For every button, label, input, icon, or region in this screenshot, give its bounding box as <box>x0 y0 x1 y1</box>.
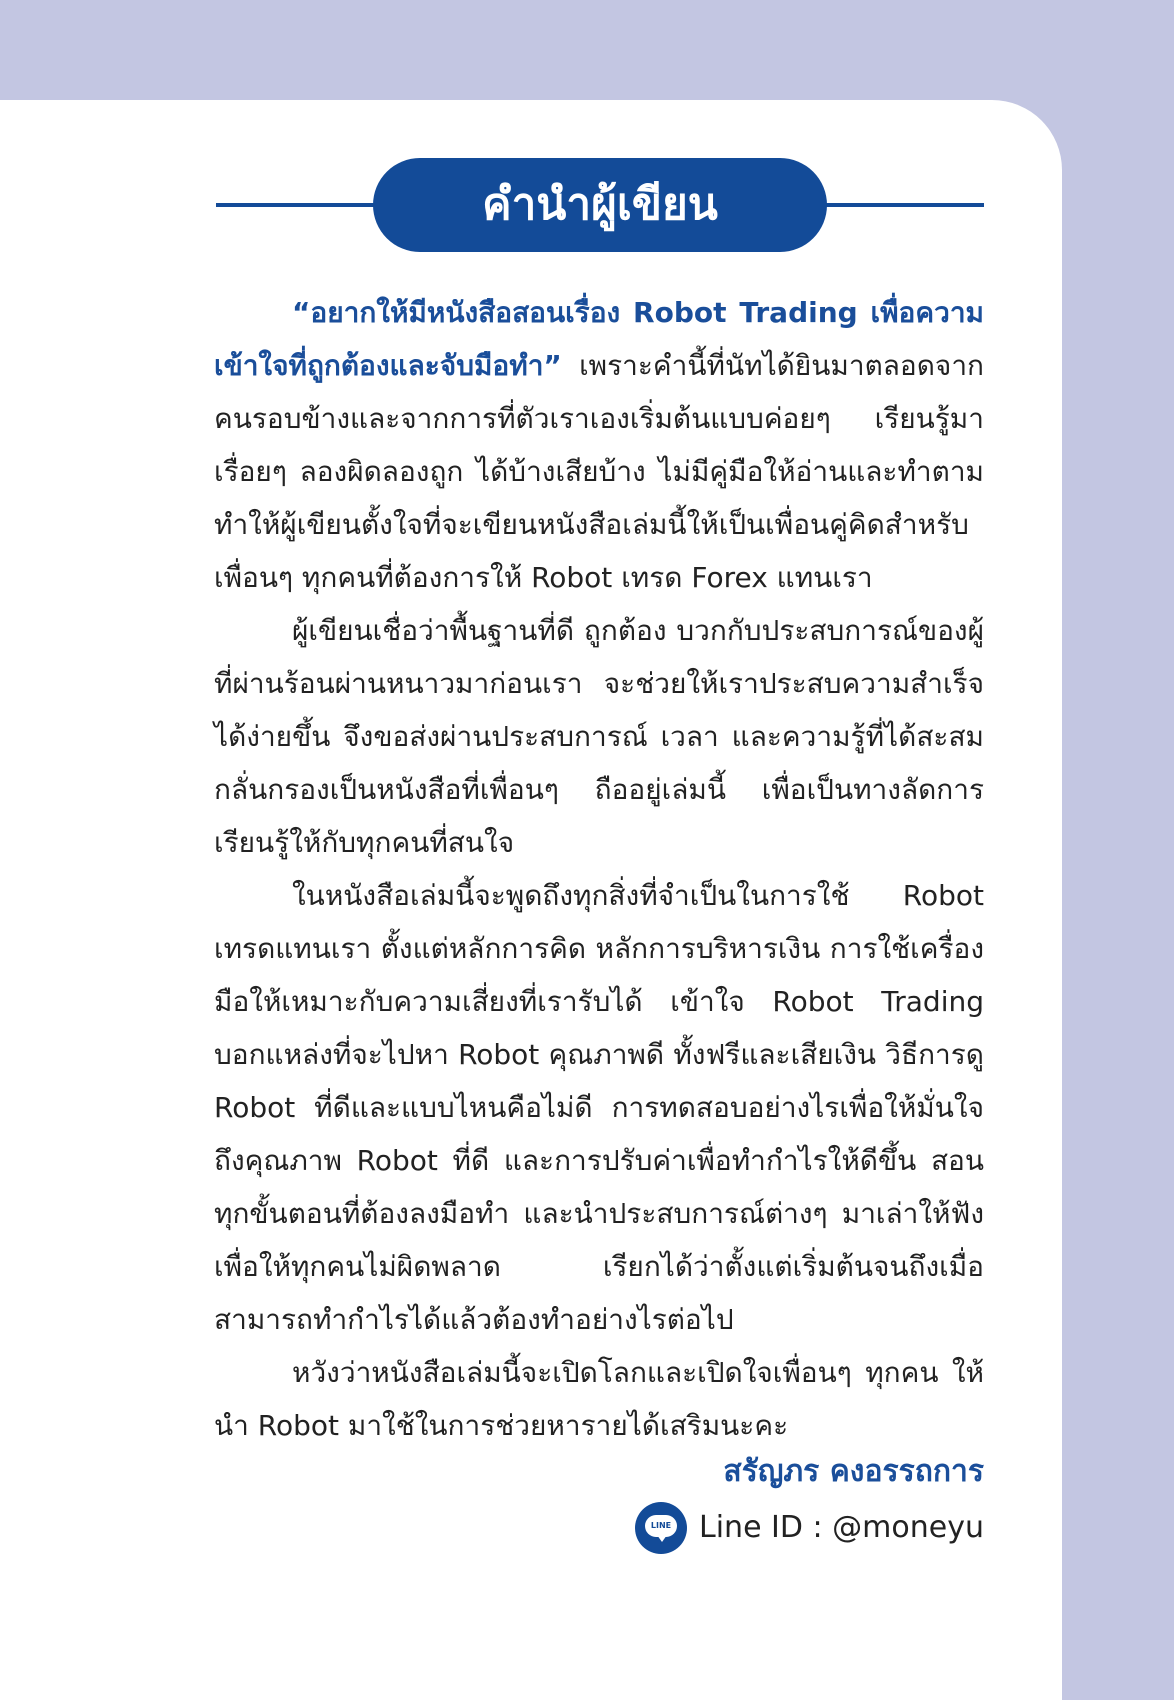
line-icon-label: LINE <box>645 1515 677 1537</box>
line-app-icon <box>635 1502 687 1554</box>
title-rule-right <box>814 203 984 207</box>
line-icon-tail <box>657 1535 667 1542</box>
paragraph-4: หวังว่าหนังสือเล่มนี้จะเปิดโลกและเปิดใจเพื่อนๆ ทุกคน ให้นำ Robot มาใช้ในการช่วยหารายได้เสริมนะคะ <box>214 1356 984 1442</box>
title-banner <box>216 158 984 252</box>
line-contact <box>635 1502 984 1554</box>
opening-quote: “อยากให้มีหนังสือสอนเรื่อง Robot Trading เพื่อความเข้าใจที่ถูกต้องและจับมือทำ” <box>214 296 984 382</box>
paragraph-1 <box>214 286 984 604</box>
paragraph-2: ผู้เขียนเชื่อว่าพื้นฐานที่ดี ถูกต้อง บวกกับประสบการณ์ของผู้ที่ผ่านร้อนผ่านหนาวมาก่อนเรา จะช่วยให้เราประสบความสำเร็จได้ง่ายขึ้น จึงขอส่งผ่านประสบการณ์ เวลา และความรู้ที่ได้สะสมกลั่นกรองเป็นหนังสือที่เพื่อนๆ ถืออยู่เล่มนี้ เพื่อเป็นทางลัดการเรียนรู้ให้กับทุกคนที่สนใจ <box>214 614 984 859</box>
author-name: สรัญภร คงอรรถการ <box>723 1454 984 1489</box>
page-title: คำนำผู้เขียน <box>373 158 827 252</box>
line-id-text: Line ID : @moneyu <box>699 1510 984 1545</box>
title-rule-left <box>216 203 386 207</box>
paragraph-1-text: เพราะคำนี้ที่นัทได้ยินมาตลอดจากคนรอบข้างและจากการที่ตัวเราเองเริ่มต้นแบบค่อยๆ เรียนรู้มาเรื่อยๆ ลองผิดลองถูก ได้บ้างเสียบ้าง ไม่มีคู่มือให้อ่านและทำตาม ทำให้ผู้เขียนตั้งใจที่จะเขียนหนังสือเล่มนี้ให้เป็นเพื่อนคู่คิดสำหรับเพื่อนๆ ทุกคนที่ต้องการให้ Robot เทรด Forex แทนเรา <box>214 349 984 594</box>
paragraph-3: ในหนังสือเล่มนี้จะพูดถึงทุกสิ่งที่จำเป็นในการใช้ Robot เทรดแทนเรา ตั้งแต่หลักการคิด หลักการบริหารเงิน การใช้เครื่องมือให้เหมาะกับความเสี่ยงที่เรารับได้ เข้าใจ Robot Trading บอกแหล่งที่จะไปหา Robot คุณภาพดี ทั้งฟรีและเสียเงิน วิธีการดู Robot ที่ดีและแบบไหนคือไม่ดี การทดสอบอย่างไรเพื่อให้มั่นใจถึงคุณภาพ Robot ที่ดี และการปรับค่าเพื่อทำกำไรให้ดีขึ้น สอนทุกขั้นตอนที่ต้องลงมือทำ และนำประสบการณ์ต่างๆ มาเล่าให้ฟัง เพื่อให้ทุกคนไม่ผิดพลาด เรียกได้ว่าตั้งแต่เริ่มต้นจนถึงเมื่อสามารถทำกำไรได้แล้วต้องทำอย่างไรต่อไป <box>214 879 984 1336</box>
foreword-body <box>214 286 984 1452</box>
